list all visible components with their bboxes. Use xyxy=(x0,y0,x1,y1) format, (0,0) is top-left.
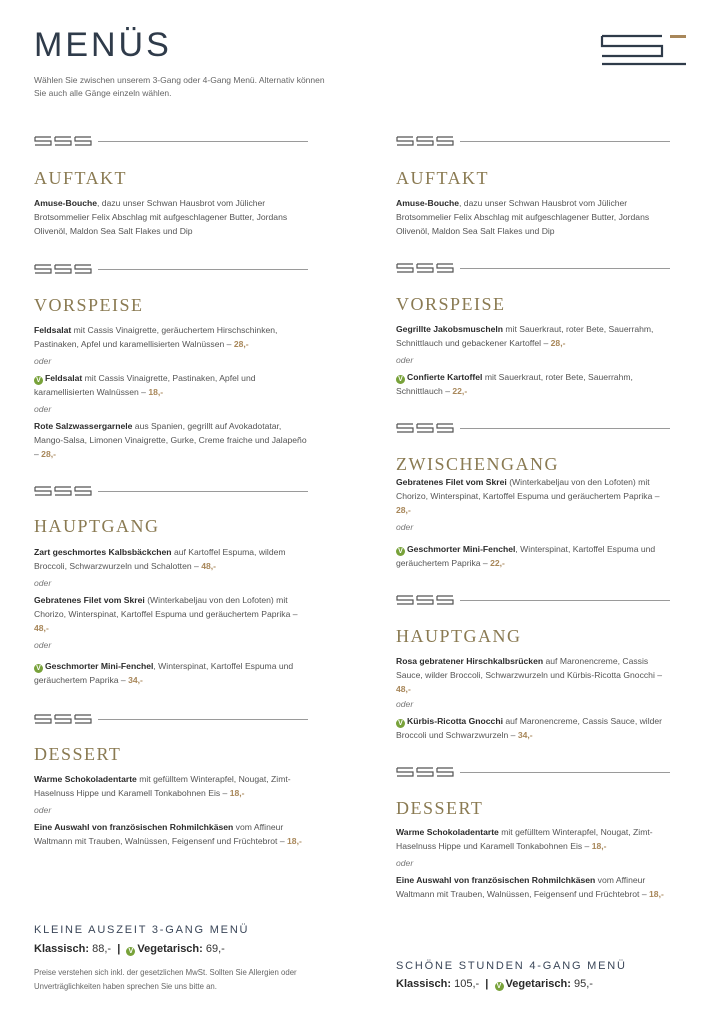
divider-logo-icon xyxy=(396,263,454,273)
vegetarian-icon: V xyxy=(126,947,135,956)
heading-vorspeise: VORSPEISE xyxy=(396,294,506,314)
page-title: MENÜS xyxy=(34,26,172,64)
heading-vorspeise: VORSPEISE xyxy=(34,295,144,315)
divider-line xyxy=(98,719,308,720)
vegetarian-icon: V xyxy=(495,982,504,991)
menu-item: Gebratenes Filet vom Skrei (Winterkabeljau von den Lofoten) mit Chorizo, Winterspinat, Kartoffel Espuma und geräuchertem Paprika – 28,- xyxy=(396,477,660,515)
divider-logo-icon xyxy=(396,136,454,146)
heading-auftakt: AUFTAKT xyxy=(396,168,490,188)
intro-text: Wählen Sie zwischen unserem 3-Gang oder 4-Gang Menü. Alternativ können Sie auch alle Gänge einzeln wählen. xyxy=(34,75,325,98)
menu-item: Warme Schokoladentarte mit gefülltem Winterapfel, Nougat, Zimt-Haselnuss Hippe und Karamell Tonkabohnen Eis – 18,- xyxy=(396,827,653,851)
menu-item: Eine Auswahl von französischen Rohmilchkäsen vom Affineur Waltmann mit Trauben, Walnüssen, Feigensenf und Früchtebrot – 18,- xyxy=(396,875,664,899)
oder-text: oder xyxy=(34,356,52,366)
oder-text: oder xyxy=(34,578,52,588)
heading-zwischengang: ZWISCHENGANG xyxy=(396,454,559,474)
menu-item: Eine Auswahl von französischen Rohmilchkäsen vom Affineur Waltmann mit Trauben, Walnüssen, Feigensenf und Früchtebrot – 18,- xyxy=(34,822,302,846)
oder-text: oder xyxy=(34,640,52,650)
menu-item: Gegrillte Jakobsmuscheln mit Sauerkraut, roter Bete, Sauerrahm, Schnittlauch und gebackener Kartoffel – 28,- xyxy=(396,324,654,348)
section-divider xyxy=(396,767,672,777)
footer-note: Preise verstehen sich inkl. der gesetzlichen MwSt. Sollten Sie Allergien oder Unverträglichkeiten haben sprechen Sie uns bitte an. xyxy=(34,968,297,991)
vegetarian-icon: V xyxy=(396,547,405,556)
section-divider xyxy=(34,264,310,274)
divider-logo-icon xyxy=(34,714,92,724)
oder-text: oder xyxy=(396,522,414,532)
section-divider xyxy=(34,714,310,724)
heading-hauptgang: HAUPTGANG xyxy=(34,516,160,536)
section-divider xyxy=(34,486,310,496)
oder-text: oder xyxy=(396,355,414,365)
divider-logo-icon xyxy=(396,767,454,777)
heading-dessert: DESSERT xyxy=(34,744,122,764)
vegetarian-icon: V xyxy=(396,375,405,384)
menu-item: V Confierte Kartoffel mit Sauerkraut, roter Bete, Sauerrahm, Schnittlauch – 22,- xyxy=(396,372,633,396)
section-divider xyxy=(396,263,672,273)
divider-logo-icon xyxy=(34,486,92,496)
menu-item: Feldsalat mit Cassis Vinaigrette, geräuchertem Hirschschinken, Pastinaken, Apfel und karamellisierten Walnüssen – 28,- xyxy=(34,325,278,349)
section-divider xyxy=(396,595,672,605)
divider-line xyxy=(460,600,670,601)
divider-line xyxy=(460,141,670,142)
divider-logo-icon xyxy=(396,595,454,605)
heading-hauptgang: HAUPTGANG xyxy=(396,626,522,646)
oder-text: oder xyxy=(396,858,414,868)
menu-item: V Geschmorter Mini-Fenchel, Winterspinat, Kartoffel Espuma und geräuchertem Paprika – 22,- xyxy=(396,544,656,568)
divider-logo-icon xyxy=(396,423,454,433)
menu-item: Amuse-Bouche, dazu unser Schwan Hausbrot vom Jülicher Brotsommelier Felix Abschlag mit aufgeschlagener Butter, Jordans Olivenöl, Maldon Sea Salt Flakes und Dip xyxy=(34,198,288,236)
menu-item: V Geschmorter Mini-Fenchel, Winterspinat, Kartoffel Espuma und geräuchertem Paprika – 34,- xyxy=(34,661,294,685)
divider-logo-icon xyxy=(34,136,92,146)
divider-line xyxy=(98,141,308,142)
menu-item: Zart geschmortes Kalbsbäckchen auf Kartoffel Espuma, wildem Broccoli, Schwarzwurzeln und Schalotten – 48,- xyxy=(34,547,286,571)
menu-package-prices: Klassisch: 105,- | V Vegetarisch: 95,- xyxy=(396,978,593,990)
oder-text: oder xyxy=(34,805,52,815)
divider-line xyxy=(460,268,670,269)
vegetarian-icon: V xyxy=(34,664,43,673)
divider-logo-icon xyxy=(34,264,92,274)
section-divider xyxy=(396,136,672,146)
menu-item: V Kürbis-Ricotta Gnocchi auf Maronencreme, Cassis Sauce, wilder Broccoli und Schwarzwurzeln – 34,- xyxy=(396,716,663,740)
divider-line xyxy=(98,491,308,492)
menu-item: Warme Schokoladentarte mit gefülltem Winterapfel, Nougat, Zimt-Haselnuss Hippe und Karamell Tonkabohnen Eis – 18,- xyxy=(34,774,291,798)
section-divider xyxy=(34,136,310,146)
menu-package-title: SCHÖNE STUNDEN 4-GANG MENÜ xyxy=(396,960,627,972)
schwan-logo-icon xyxy=(600,34,688,66)
oder-text: oder xyxy=(34,404,52,414)
menu-item: Rote Salzwassergarnele aus Spanien, gegrillt auf Avokadotatar, Mango-Salsa, Limonen Vinaigrette, Gurke, Creme fraiche und Jalapeño – 28,- xyxy=(34,421,307,459)
menu-package-prices: Klassisch: 88,- | V Vegetarisch: 69,- xyxy=(34,943,225,955)
vegetarian-icon: V xyxy=(396,719,405,728)
heading-dessert: DESSERT xyxy=(396,798,484,818)
divider-line xyxy=(98,269,308,270)
menu-item: Gebratenes Filet vom Skrei (Winterkabeljau von den Lofoten) mit Chorizo, Winterspinat, Kartoffel Espuma und geräuchertem Paprika – 48,- xyxy=(34,595,298,633)
vegetarian-icon: V xyxy=(34,376,43,385)
divider-line xyxy=(460,428,670,429)
menu-item: Amuse-Bouche, dazu unser Schwan Hausbrot vom Jülicher Brotsommelier Felix Abschlag mit aufgeschlagener Butter, Jordans Olivenöl, Maldon Sea Salt Flakes und Dip xyxy=(396,198,650,236)
section-divider xyxy=(396,423,672,433)
heading-auftakt: AUFTAKT xyxy=(34,168,128,188)
menu-item: Rosa gebratener Hirschkalbsrücken auf Maronencreme, Cassis Sauce, wilder Broccoli, Schwarzwurzeln und Kürbis-Ricotta Gnocchi – 48,- xyxy=(396,656,663,694)
menu-item: V Feldsalat mit Cassis Vinaigrette, Pastinaken, Apfel und karamellisierten Walnüssen – 18,- xyxy=(34,373,256,397)
oder-text: oder xyxy=(396,699,414,709)
menu-package-title: KLEINE AUSZEIT 3-GANG MENÜ xyxy=(34,924,250,936)
divider-line xyxy=(460,772,670,773)
